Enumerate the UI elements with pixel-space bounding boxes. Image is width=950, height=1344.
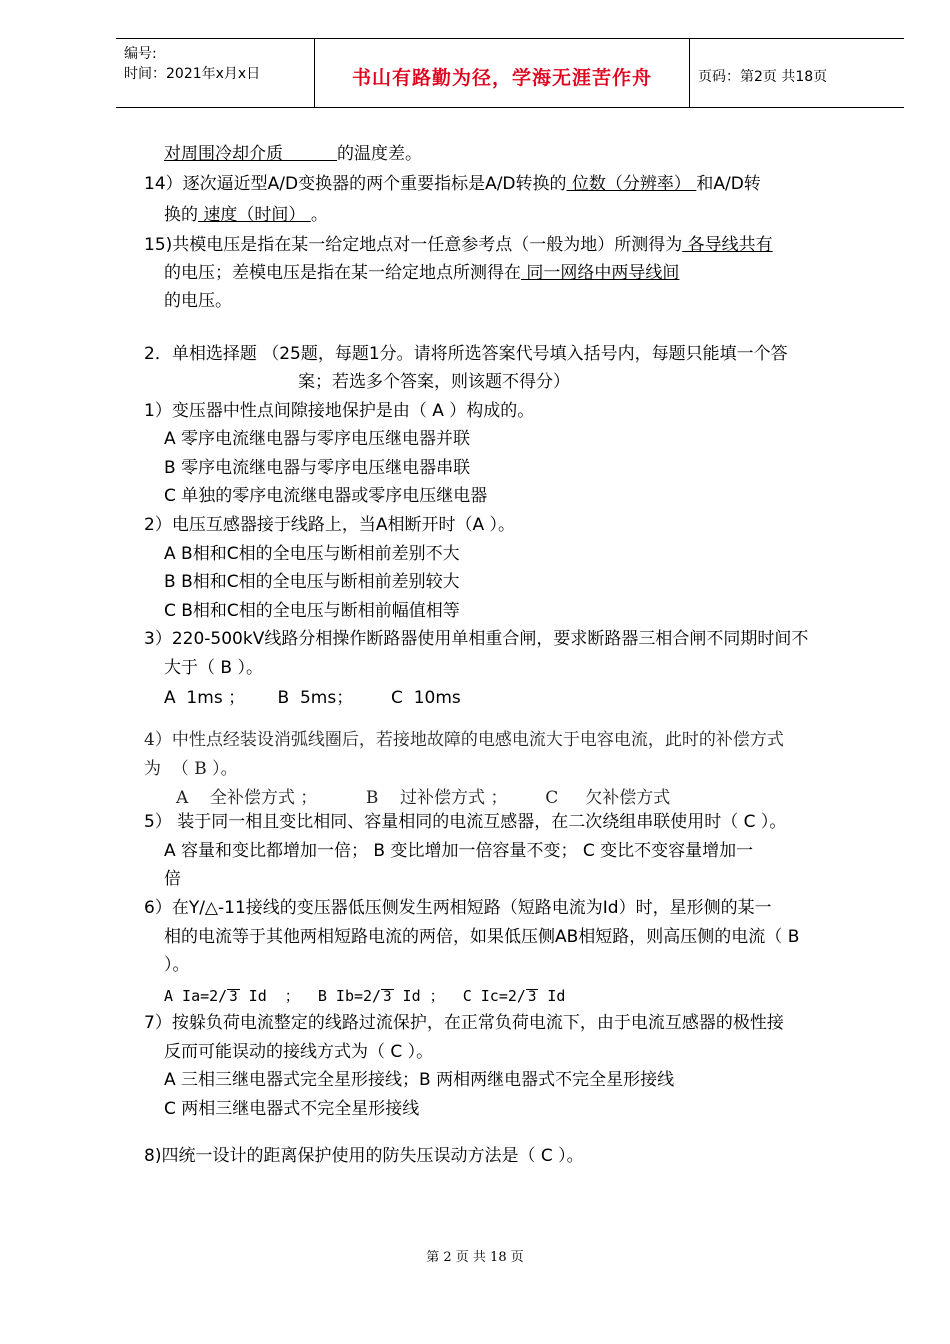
sqrt-symbol: 3 [527, 989, 537, 1005]
q15-line-1 [144, 234, 773, 256]
q2-stem: 2）电压互感器接于线路上，当A相断开时（A ）。 [144, 515, 515, 535]
q2-option-b: B B相和C相的全电压与断相前差别较大 [164, 572, 460, 592]
q7-options-cont: C 两相三继电器式不完全星形接线 [164, 1099, 420, 1119]
header-meta [116, 39, 314, 107]
q15-line-2 [164, 262, 679, 284]
q6-option-c: Id ； C Ic=2/ [393, 987, 526, 1005]
q2-option-c: C B相和C相的全电压与断相前幅值相等 [164, 601, 460, 621]
q15-line-3 [164, 290, 232, 312]
q5-stem: 5） 装于同一相且变比相同、容量相同的电流互感器，在二次绕组串联使用时（ C ）。 [144, 812, 787, 832]
q13-rest: 的温度差。 [337, 144, 423, 164]
q5-options-cont: 倍 [164, 869, 181, 889]
q8-stem: 8)四统一设计的距离保护使用的防失压误动方法是（ C ）。 [144, 1146, 584, 1166]
q14-text-4: 。 [310, 205, 328, 225]
q6-stem: 6）在Y/△-11接线的变压器低压侧发生两相短路（短路电流为Id）时，星形侧的某一 [144, 898, 772, 918]
header-page-cell [690, 39, 904, 107]
q15-answer-2: 同一网络中两导线间 [521, 263, 680, 283]
q14-line-2 [164, 204, 328, 226]
section-2-title: 2．单相选择题 （25题，每题1分。请将所选答案代号填入括号内，每题只能填一个答 [144, 344, 788, 364]
header-motto-cell [314, 39, 690, 107]
q2-option-a: A B相和C相的全电压与断相前差别不大 [164, 544, 460, 564]
q7-options: A 三相三继电器式完全星形接线；B 两相两继电器式不完全星形接线 [164, 1070, 675, 1090]
q14-answer-1: 位数（分辨率） [566, 174, 697, 194]
q13-continuation [164, 143, 422, 165]
page-header [116, 38, 904, 108]
q14-line-1 [144, 173, 761, 195]
header-motto: 书山有路勤为径，学海无涯苦作舟 [351, 67, 652, 89]
q6-stem-end: ）。 [164, 955, 190, 975]
section-2-title-cont: 案；若选多个答案，则该题不得分） [298, 372, 570, 392]
page-footer: 第 2 页 共 18 页 [426, 1250, 524, 1265]
q6-option-d: Id [538, 987, 566, 1005]
header-page-info: 页码：第2页 共18页 [698, 69, 828, 85]
q15-text-2: 的电压；差模电压是指在某一给定地点所测得在 [164, 263, 521, 283]
q13-blank: 对周围冷却介质 [164, 144, 283, 164]
q1-option-b: B 零序电流继电器与零序电压继电器串联 [164, 458, 471, 478]
document-number-label: 编号: [124, 46, 157, 62]
q14-answer-2: 速度（时间） [198, 205, 311, 225]
q1-option-c: C 单独的零序电流继电器或零序电压继电器 [164, 486, 488, 506]
q15-answer-1: 各导线共有 [682, 235, 773, 255]
q1-stem: 1）变压器中性点间隙接地保护是由（ A ）构成的。 [144, 401, 535, 421]
q3-options: A 1ms ； B 5ms； C 10ms [164, 688, 461, 708]
q6-option-a: A Ia=2/ [164, 987, 228, 1005]
q1-option-a: A 零序电流继电器与零序电压继电器并联 [164, 429, 471, 449]
q7-stem-cont: 反而可能误动的接线方式为（ C ）。 [164, 1042, 434, 1062]
q14-text-3: 换的 [164, 205, 198, 225]
sqrt-symbol: 3 [229, 989, 238, 1005]
q14-text: 14）逐次逼近型A/D变换器的两个重要指标是A/D转换的 [144, 174, 567, 194]
q3-stem-cont: 大于（ B ）。 [164, 658, 263, 678]
q15-text-3: 的电压。 [164, 291, 232, 311]
q4-options: A 全补偿方式 ； B 过补偿方式 ； C 欠补偿方式 [176, 788, 671, 808]
q4-stem: 4）中性点经装设消弧线圈后，若接地故障的电感电流大于电容电流，此时的补偿方式 [144, 730, 784, 750]
document-time-label: 时间：2021年x月x日 [124, 66, 261, 82]
q4-stem-cont: 为 （ B ）。 [144, 759, 238, 779]
q3-stem: 3）220-500kV线路分相操作断路器使用单相重合闸，要求断路器三相合闸不同期时间不 [144, 629, 809, 649]
q13-blank-pad [283, 144, 337, 164]
q6-stem-cont: 相的电流等于其他两相短路电流的两倍，如果低压侧AB相短路，则高压侧的电流（ B [164, 927, 800, 947]
sqrt-symbol: 3 [383, 989, 392, 1005]
q5-options: A 容量和变比都增加一倍； B 变比增加一倍容量不变； C 变比不变容量增加一 [164, 841, 754, 861]
q7-stem: 7）按躲负荷电流整定的线路过流保护，在正常负荷电流下，由于电流互感器的极性接 [144, 1013, 784, 1033]
q6-options [164, 985, 565, 1007]
q14-text-2: 和A/D转 [696, 174, 761, 194]
q6-option-b: Id ； B Ib=2/ [239, 987, 382, 1005]
q15-text: 15)共模电压是指在某一给定地点对一任意参考点（一般为地）所测得为 [144, 235, 683, 255]
